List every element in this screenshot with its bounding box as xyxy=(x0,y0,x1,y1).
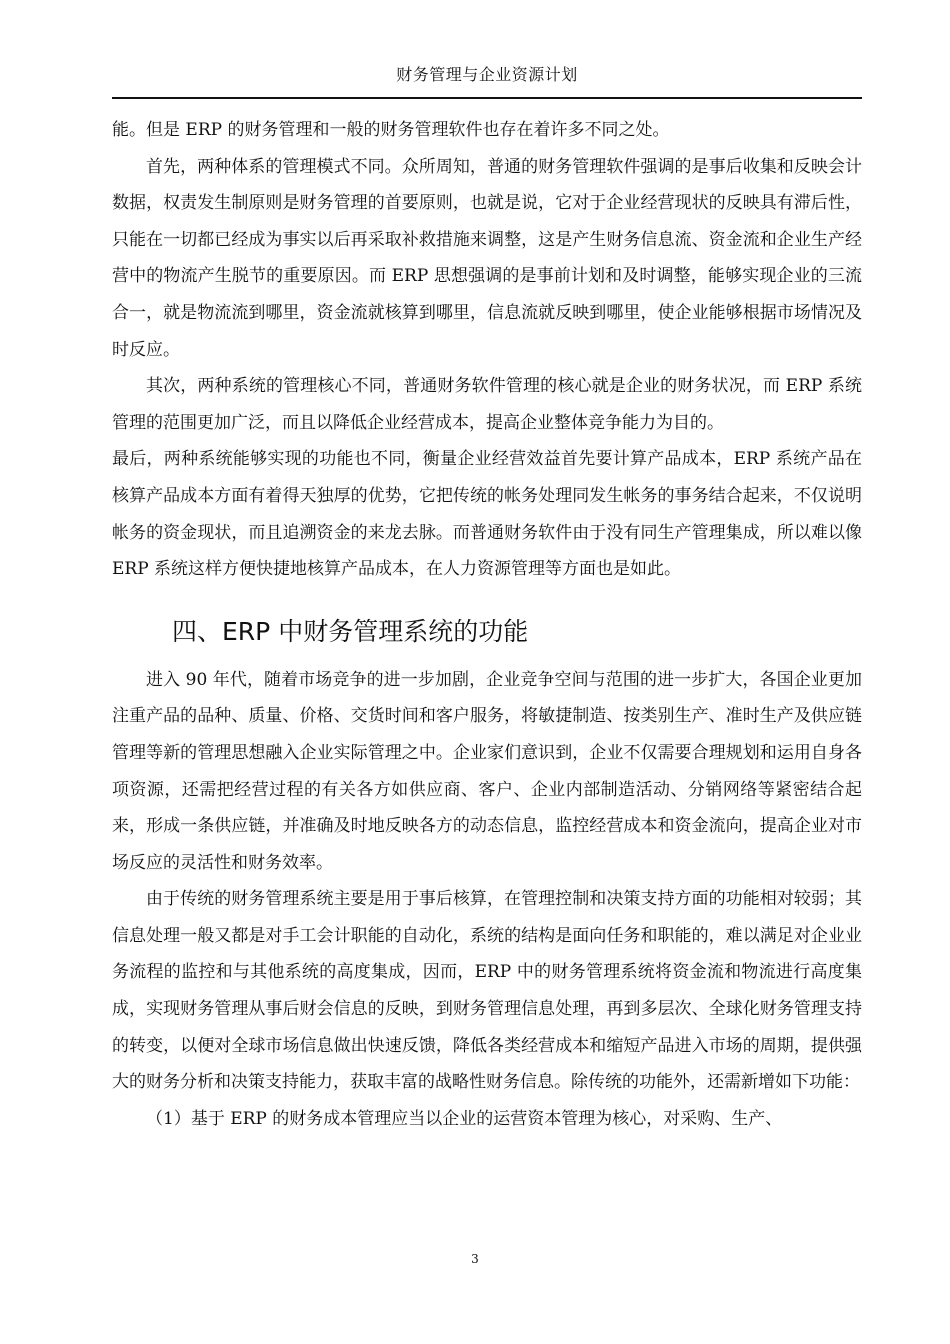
running-header: 财务管理与企业资源计划 xyxy=(396,65,578,84)
paragraph-management-mode: 首先，两种体系的管理模式不同。众所周知，普通的财务管理软件强调的是事后收集和反映会计数据，权责发生制原则是财务管理的首要原则，也就是说，它对于企业经营现状的反映具有滞后性，只能在一切都已经成为事实以后再采取补救措施来调整，这是产生财务信息流、资金流和企业生产经营中的物流产生脱节的重要原因。而 ERP 思想强调的是事前计划和及时调整，能够实现企业的三流合一，就是物流流到哪里，资金流就核算到哪里，信息流就反映到哪里，使企业能够根据市场情况及时反应。 xyxy=(112,156,862,360)
paragraph-management-core: 其次，两种系统的管理核心不同，普通财务软件管理的核心就是企业的财务状况，而 ERP 系统管理的范围更加广泛，而且以降低企业经营成本，提高企业整体竞争能力为目的。 xyxy=(112,376,862,433)
paragraph-functions-differ: 最后，两种系统能够实现的功能也不同，衡量企业经营效益首先要计算产品成本，ERP 系统产品在核算产品成本方面有着得天独厚的优势，它把传统的帐务处理同发生帐务的事务结合起来，不仅说明帐务的资金现状，而且追溯资金的来龙去脉。而普通财务软件由于没有同生产管理集成，所以难以像 ERP 系统这样方便快捷地核算产品成本，在人力资源管理等方面也是如此。 xyxy=(112,449,862,580)
body-text xyxy=(112,112,862,1137)
paragraph-nineties: 进入 90 年代，随着市场竞争的进一步加剧，企业竞争空间与范围的进一步扩大，各国企业更加注重产品的品种、质量、价格、交货时间和客户服务，将敏捷制造、按类别生产、准时生产及供应链管理等新的管理思想融入企业实际管理之中。企业家们意识到，企业不仅需要合理规划和运用自身各项资源，还需把经营过程的有关各方如供应商、客户、企业内部制造活动、分销网络等紧密结合起来，形成一条供应链，并准确及时地反映各方的动态信息，监控经营成本和资金流向，提高企业对市场反应的灵活性和财务效率。 xyxy=(112,669,862,873)
page-number: 3 xyxy=(471,1252,479,1266)
list-item-1: （1）基于 ERP 的财务成本管理应当以企业的运营资本管理为核心，对采购、生产、 xyxy=(146,1108,783,1129)
paragraph-traditional-system: 由于传统的财务管理系统主要是用于事后核算，在管理控制和决策支持方面的功能相对较弱；其信息处理一般又都是对手工会计职能的自动化，系统的结构是面向任务和职能的，难以满足对企业业务流程的监控和与其他系统的高度集成，因而，ERP 中的财务管理系统将资金流和物流进行高度集成，实现财务管理从事后财会信息的反映，到财务管理信息处理，再到多层次、全球化财务管理支持的转变，以便对全球市场信息做出快速反馈，降低各类经营成本和缩短产品进入市场的周期，提供强大的财务分析和决策支持能力，获取丰富的战略性财务信息。除传统的功能外，还需新增如下功能： xyxy=(112,889,862,1093)
paragraph-continued: 能。但是 ERP 的财务管理和一般的财务管理软件也存在着许多不同之处。 xyxy=(112,120,670,140)
section-heading: 四、ERP 中财务管理系统的功能 xyxy=(172,616,529,646)
header-divider xyxy=(112,97,862,99)
